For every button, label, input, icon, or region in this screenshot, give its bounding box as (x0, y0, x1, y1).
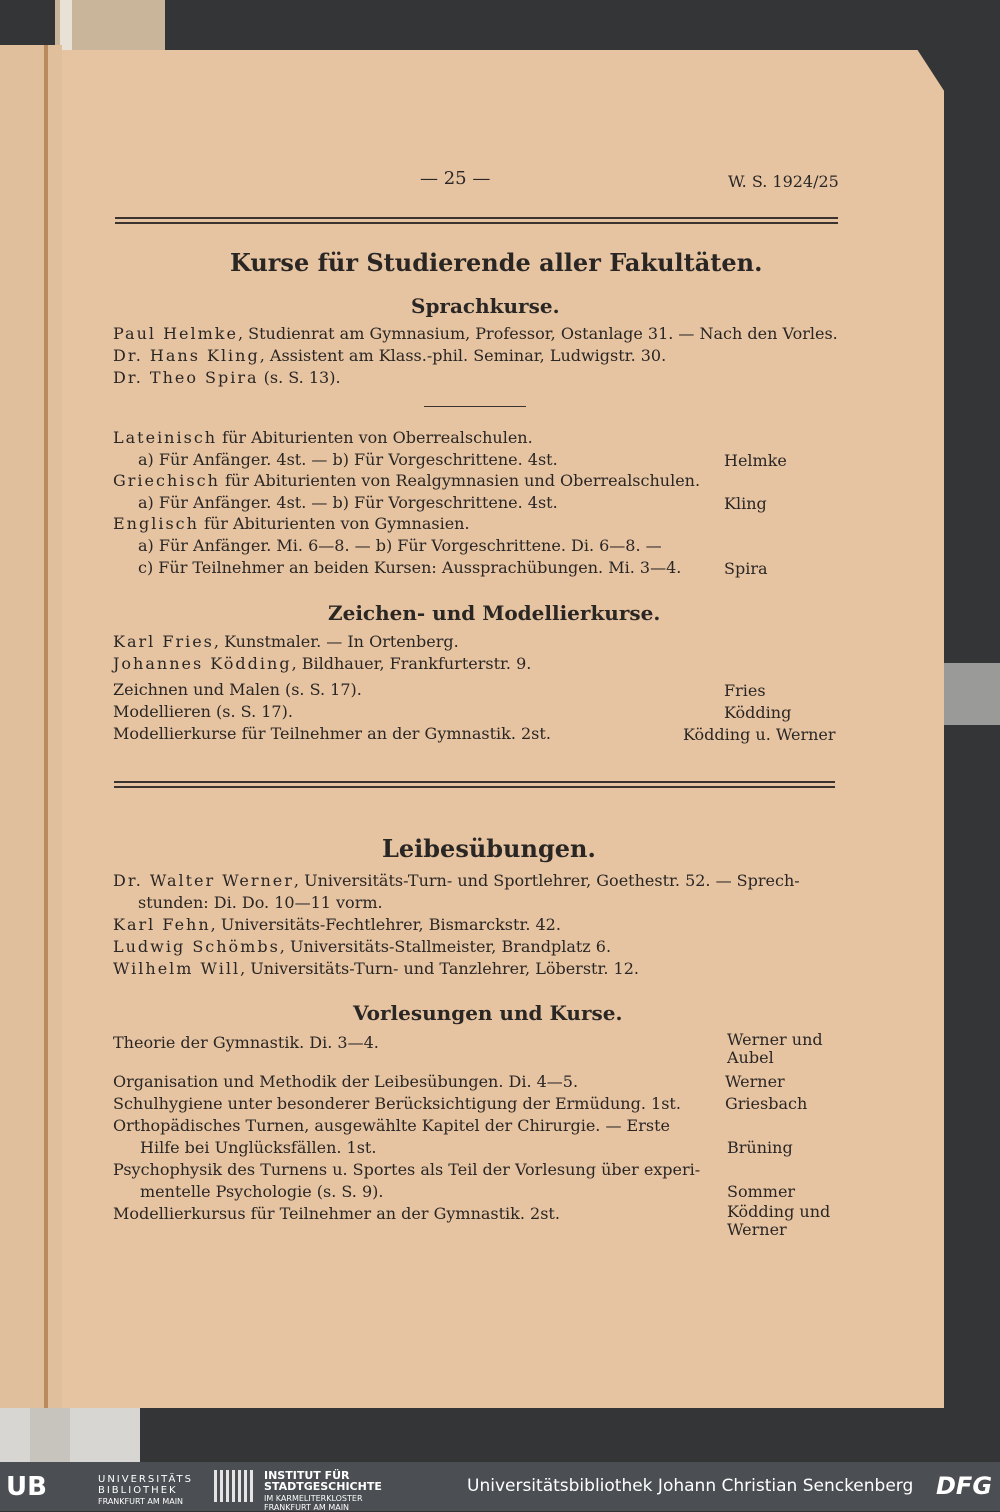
course-line: Schulhygiene unter besonderer Berücksichtigung der Ermüdung. 1st. (113, 1094, 681, 1113)
ub-logo-text: UNIVERSITÄTS BIBLIOTHEK FRANKFURT AM MAIN (98, 1474, 194, 1506)
course-teacher: Ködding und Werner (727, 1202, 831, 1239)
section-heading-sprachkurse: Sprachkurse. (411, 294, 560, 318)
isg-logo-text[interactable]: INSTITUT FÜR STADTGESCHICHTE (264, 1469, 382, 1493)
section-heading-leibesuebungen: Leibesübungen. (382, 834, 596, 863)
course-teacher: Brüning (727, 1138, 793, 1157)
course-teacher: Spira (724, 559, 768, 578)
course-line: Modellierkurse für Teilnehmer an der Gymnastik. 2st. (113, 724, 551, 743)
isg-logo-subtext: IM KARMELITERKLOSTER FRANKFURT AM MAIN (264, 1494, 363, 1512)
staff-line: Ludwig Schömbs, Universitäts-Stallmeister, Brandplatz 6. (113, 937, 612, 956)
course-teacher: Werner und Aubel (727, 1030, 823, 1067)
page-edge-bottom (0, 1408, 140, 1462)
course-teacher: Fries (724, 681, 766, 700)
viewer-footer (0, 1462, 1000, 1511)
double-rule-top (115, 217, 838, 219)
course-line: Modellierkursus für Teilnehmer an der Gymnastik. 2st. (113, 1204, 560, 1223)
course-teacher: Werner (725, 1072, 785, 1091)
staff-line: Karl Fehn, Universitäts-Fechtlehrer, Bismarckstr. 42. (113, 915, 561, 934)
double-rule-bottom (115, 222, 838, 224)
course-line: c) Für Teilnehmer an beiden Kursen: Aussprachübungen. Mi. 3—4. (138, 558, 682, 577)
course-teacher: Ködding u. Werner (683, 725, 836, 744)
course-line: a) Für Anfänger. 4st. — b) Für Vorgeschrittene. 4st. (138, 493, 558, 512)
course-line: Theorie der Gymnastik. Di. 3—4. (113, 1033, 379, 1052)
course-line: Psychophysik des Turnens u. Sportes als Teil der Vorlesung über experi- (113, 1160, 701, 1179)
library-name[interactable]: Universitätsbibliothek Johann Christian Senckenberg (467, 1476, 914, 1496)
course-teacher: Helmke (724, 451, 787, 470)
course-teacher: Griesbach (725, 1094, 808, 1113)
course-language: Griechisch für Abiturienten von Realgymnasien und Oberrealschulen. (113, 471, 701, 490)
binding-thread (44, 45, 48, 1410)
course-line: Orthopädisches Turnen, ausgewählte Kapitel der Chirurgie. — Erste (113, 1116, 670, 1135)
staff-line: Wilhelm Will, Universitäts-Turn- und Tanzlehrer, Löberstr. 12. (113, 959, 639, 978)
sub-heading-vorlesungen: Vorlesungen und Kurse. (353, 1001, 623, 1025)
dfg-logo[interactable]: DFG (936, 1472, 993, 1500)
staff-line: Dr. Hans Kling, Assistent am Klass.-phil. Seminar, Ludwigstr. 30. (113, 346, 667, 365)
double-rule-bottom (114, 786, 835, 788)
course-line: Modellieren (s. S. 17). (113, 702, 293, 721)
staff-line: Dr. Walter Werner, Universitäts-Turn- und Sportlehrer, Goethestr. 52. — Sprech- (113, 871, 800, 890)
course-language: Englisch für Abiturienten von Gymnasien. (113, 514, 470, 533)
course-line: Hilfe bei Unglücksfällen. 1st. (140, 1138, 377, 1157)
course-line: Organisation und Methodik der Leibesübungen. Di. 4—5. (113, 1072, 579, 1091)
staff-line: Karl Fries, Kunstmaler. — In Ortenberg. (113, 632, 459, 651)
course-teacher: Kling (724, 494, 767, 513)
course-teacher: Sommer (727, 1182, 796, 1201)
page-number: — 25 — (420, 168, 491, 189)
course-teacher: Ködding (724, 703, 792, 722)
staff-line: Dr. Theo Spira (s. S. 13). (113, 368, 341, 387)
staff-line-continued: stunden: Di. Do. 10—11 vorm. (138, 893, 383, 912)
course-line: mentelle Psychologie (s. S. 9). (140, 1182, 384, 1201)
columns-icon (214, 1470, 254, 1502)
course-line: a) Für Anfänger. Mi. 6—8. — b) Für Vorgeschrittene. Di. 6—8. — (138, 536, 662, 555)
left-page-edge (0, 45, 62, 1410)
staff-line: Johannes Ködding, Bildhauer, Frankfurterstr. 9. (113, 654, 532, 673)
course-language: Lateinisch für Abiturienten von Oberrealschulen. (113, 428, 533, 447)
double-rule-top (114, 781, 835, 783)
page-edge-bottom-grey (30, 1408, 70, 1462)
course-line: a) Für Anfänger. 4st. — b) Für Vorgeschrittene. 4st. (138, 450, 558, 469)
short-divider (424, 406, 526, 407)
staff-line: Paul Helmke, Studienrat am Gymnasium, Professor, Ostanlage 31. — Nach den Vorles. (113, 324, 838, 343)
ub-logo[interactable]: UB (6, 1472, 47, 1502)
page-title: Kurse für Studierende aller Fakultäten. (230, 248, 763, 277)
semester-label: W. S. 1924/25 (728, 172, 839, 191)
section-heading-zeichen: Zeichen- und Modellierkurse. (328, 601, 661, 625)
course-line: Zeichnen und Malen (s. S. 17). (113, 680, 362, 699)
